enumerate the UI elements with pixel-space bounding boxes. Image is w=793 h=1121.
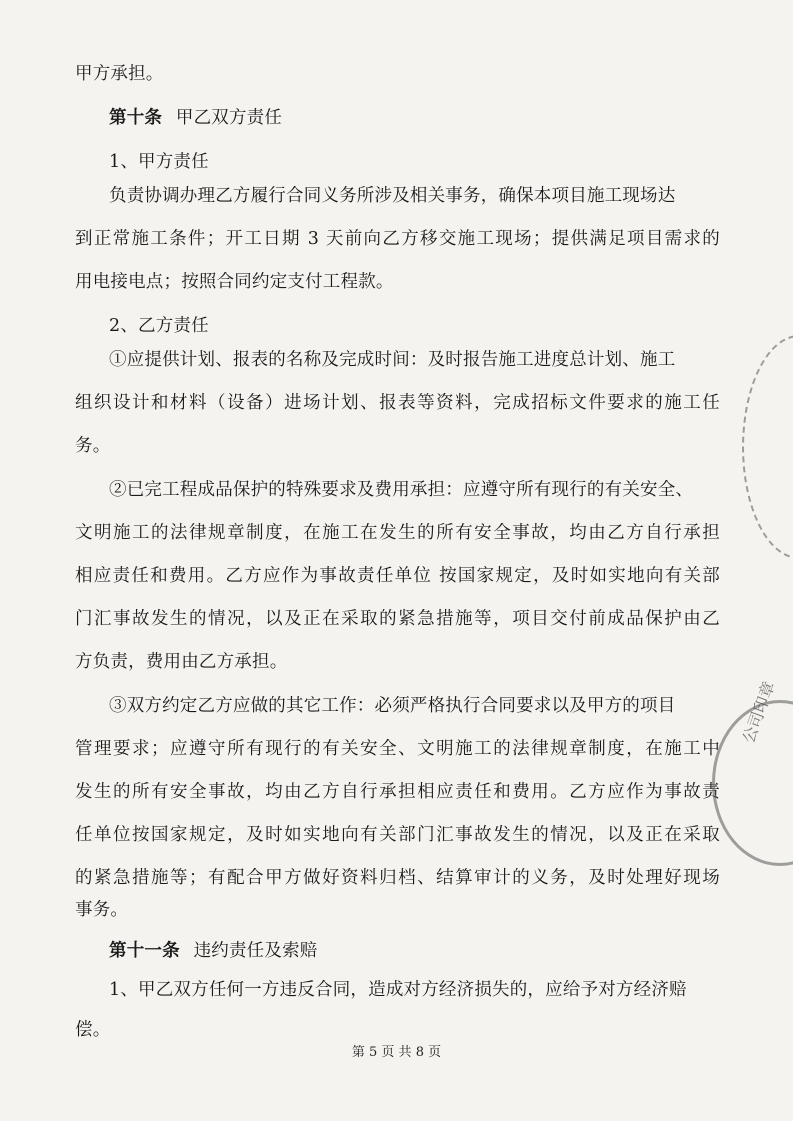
text-line: 务。: [75, 436, 111, 456]
text-line: 偿。: [75, 1020, 111, 1040]
article-number: 第十条: [109, 108, 163, 128]
text-line: 文明施工的法律规章制度，在施工在发生的所有安全事故，均由乙方自行承担: [75, 523, 720, 543]
text-line: 事务。: [75, 900, 129, 920]
seal-stamp-partial: [742, 335, 793, 559]
text-line: 用电接电点；按照合同约定支付工程款。: [75, 272, 394, 292]
text-line: 发生的所有安全事故，均由乙方自行承担相应责任和费用。乙方应作为事故责: [75, 782, 720, 802]
text-line: 方负责，费用由乙方承担。: [75, 652, 288, 672]
article-title: 甲乙双方责任: [175, 108, 283, 128]
text-line: 负责协调办理乙方履行合同义务所涉及相关事务，确保本项目施工现场达: [109, 186, 676, 206]
text-line: ②已完工程成品保护的特殊要求及费用承担：应遵守所有现行的有关安全、: [109, 480, 694, 500]
text-line: 1、甲乙双方任何一方违反合同，造成对方经济损失的，应给予对方经济赔: [109, 980, 687, 1000]
text-line: 管理要求；应遵守所有现行的有关安全、文明施工的法律规章制度，在施工中: [75, 739, 720, 759]
text-line: 任单位按国家规定，及时如实地向有关部门汇事故发生的情况，以及正在采取: [75, 825, 720, 845]
text-line: 组织设计和材料（设备）进场计划、报表等资料，完成招标文件要求的施工任: [75, 393, 720, 413]
section-heading: 2、乙方责任: [109, 316, 209, 336]
article-11-heading: [109, 939, 317, 963]
seal-text: 公司印章: [738, 678, 779, 746]
article-title: 违约责任及索赔: [193, 941, 318, 961]
text-line: 甲方承担。: [75, 64, 164, 84]
text-line: 的紧急措施等；有配合甲方做好资料归档、结算审计的义务，及时处理好现场: [75, 868, 720, 888]
text-line: ①应提供计划、报表的名称及完成时间：及时报告施工进度总计划、施工: [109, 350, 676, 370]
article-10-heading: [109, 106, 282, 130]
text-line: 到正常施工条件；开工日期 3 天前向乙方移交施工现场；提供满足项目需求的: [75, 229, 720, 249]
article-number: 第十一条: [109, 941, 180, 961]
text-line: 相应责任和费用。乙方应作为事故责任单位 按国家规定，及时如实地向有关部: [75, 566, 720, 586]
text-line: 门汇事故发生的情况，以及正在采取的紧急措施等，项目交付前成品保护由乙: [75, 609, 720, 629]
page-footer: 第 5 页 共 8 页: [351, 1045, 442, 1060]
text-line: ③双方约定乙方应做的其它工作：必须严格执行合同要求以及甲方的项目: [109, 696, 676, 716]
section-heading: 1、甲方责任: [109, 152, 209, 172]
